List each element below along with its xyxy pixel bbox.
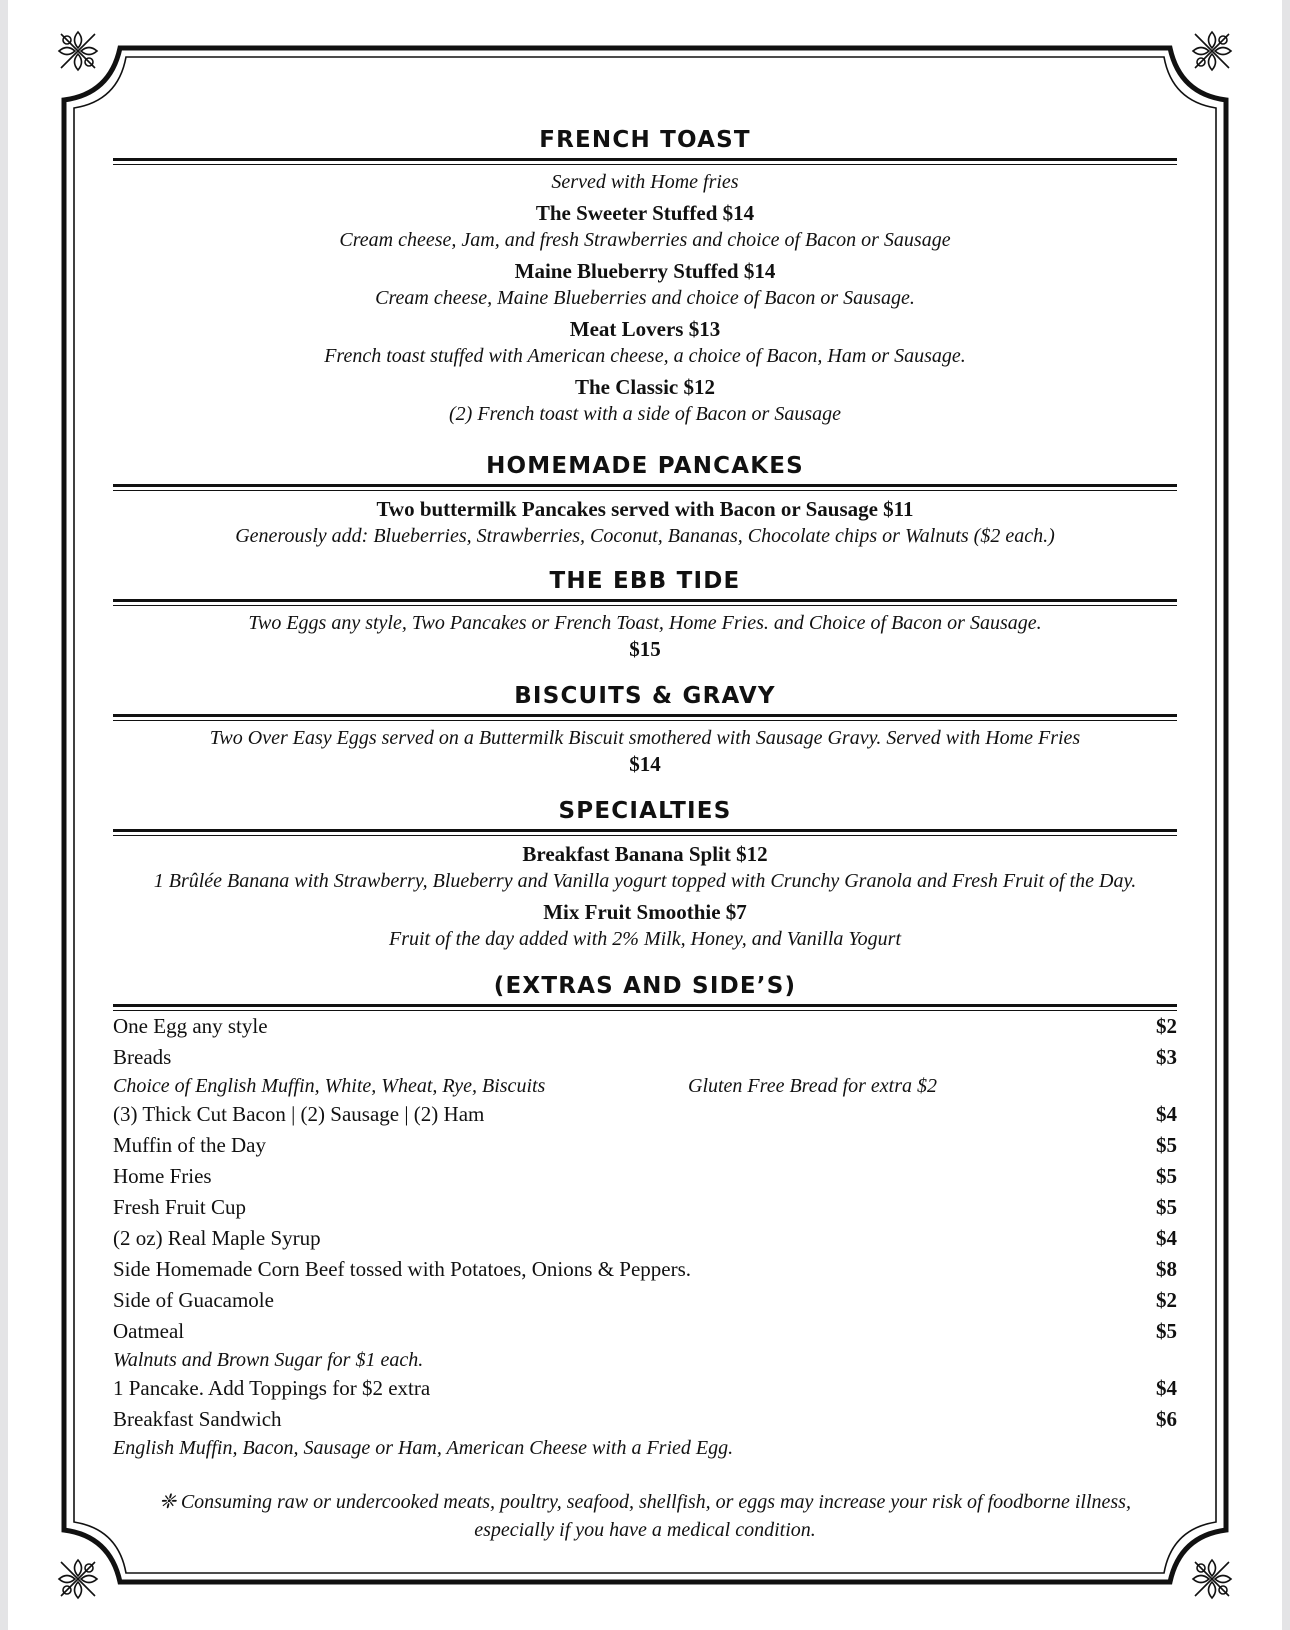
extras-label: Home Fries — [113, 1164, 212, 1188]
extras-row — [113, 1192, 1177, 1223]
extras-label: One Egg any style — [113, 1014, 268, 1038]
ornament-icon-bottom-left — [55, 1556, 101, 1602]
section-pancakes — [113, 453, 1177, 549]
extras-price: $4 — [1156, 1102, 1177, 1126]
extras-label: Fresh Fruit Cup — [113, 1195, 247, 1219]
section-title: (EXTRAS AND SIDE’S) — [493, 973, 797, 999]
menu-item-name: Breakfast Banana Split $12 — [522, 842, 768, 866]
extras-price: $5 — [1156, 1195, 1177, 1219]
breads-note-right: Gluten Free Bread for extra $2 — [688, 1075, 938, 1097]
extras-price: $4 — [1156, 1226, 1177, 1250]
section-specialties — [113, 798, 1177, 952]
allergy-footnote — [113, 1488, 1177, 1544]
section-rule — [113, 599, 1177, 606]
extras-price: $2 — [1156, 1288, 1177, 1312]
section-title: THE EBB TIDE — [549, 568, 741, 594]
extras-label: Side of Guacamole — [113, 1288, 274, 1312]
extras-row — [113, 1316, 1177, 1347]
extras-price: $5 — [1156, 1164, 1177, 1188]
section-rule — [113, 1004, 1177, 1011]
section-biscuits-gravy — [113, 683, 1177, 777]
section-ebb-tide — [113, 568, 1177, 662]
extras-row — [113, 1285, 1177, 1316]
extras-label: (2 oz) Real Maple Syrup — [113, 1226, 321, 1250]
menu-item-desc: Two Over Easy Eggs served on a Buttermilk Biscuit smothered with Sausage Gravy. Served with Home Fries — [209, 727, 1081, 749]
footnote-line: ❈ Consuming raw or undercooked meats, poultry, seafood, shellfish, or eggs may increase your risk of foodborne illness, — [159, 1491, 1131, 1513]
menu-item-name: The Sweeter Stuffed $14 — [535, 201, 755, 225]
menu-item-desc: Cream cheese, Maine Blueberries and choice of Bacon or Sausage. — [375, 287, 915, 309]
extras-label: Breads — [113, 1045, 172, 1069]
menu-item-name: Two buttermilk Pancakes served with Bacon or Sausage $11 — [376, 497, 914, 521]
ornament-icon-top-right — [1189, 28, 1235, 74]
section-extras — [113, 973, 1177, 1461]
extras-label: Oatmeal — [113, 1319, 185, 1343]
extras-price: $3 — [1156, 1045, 1177, 1069]
menu-item-name: Meat Lovers $13 — [569, 317, 721, 341]
menu-item-price: $14 — [629, 752, 661, 776]
extras-price: $2 — [1156, 1014, 1177, 1038]
extras-row — [113, 1223, 1177, 1254]
section-rule — [113, 714, 1177, 721]
menu-item-name: The Classic $12 — [574, 375, 715, 399]
oatmeal-note: Walnuts and Brown Sugar for $1 each. — [113, 1349, 424, 1371]
extras-label: Breakfast Sandwich — [113, 1407, 282, 1431]
menu-item-desc: French toast stuffed with American cheese, a choice of Bacon, Ham or Sausage. — [324, 345, 966, 367]
section-subtitle: Served with Home fries — [551, 171, 739, 193]
menu-item-desc: Two Eggs any style, Two Pancakes or French Toast, Home Fries. and Choice of Bacon or Sausage. — [248, 612, 1042, 634]
extras-row — [113, 1161, 1177, 1192]
menu-item-desc: Cream cheese, Jam, and fresh Strawberries and choice of Bacon or Sausage — [339, 229, 951, 251]
menu-item-name: Mix Fruit Smoothie $7 — [543, 900, 747, 924]
extras-label: Side Homemade Corn Beef tossed with Potatoes, Onions & Peppers. — [113, 1257, 692, 1281]
breads-note — [113, 1073, 1177, 1099]
extras-row — [113, 1130, 1177, 1161]
section-title: BISCUITS & GRAVY — [514, 683, 776, 709]
extras-price: $5 — [1156, 1319, 1177, 1343]
section-rule — [113, 158, 1177, 165]
footnote-line: especially if you have a medical condition. — [474, 1519, 816, 1541]
breads-note-left: Choice of English Muffin, White, Wheat, Rye, Biscuits — [113, 1075, 546, 1097]
section-rule — [113, 484, 1177, 491]
section-title: SPECIALTIES — [558, 798, 732, 824]
extras-label: Muffin of the Day — [113, 1133, 266, 1157]
menu-item-desc: Generously add: Blueberries, Strawberries, Coconut, Bananas, Chocolate chips or Walnuts ($2 each.) — [235, 525, 1055, 547]
section-title: FRENCH TOAST — [539, 127, 751, 153]
sandwich-note: English Muffin, Bacon, Sausage or Ham, American Cheese with a Fried Egg. — [113, 1437, 734, 1459]
menu-item-desc: 1 Brûlée Banana with Strawberry, Blueberry and Vanilla yogurt topped with Crunchy Granola and Fresh Fruit of the Day. — [153, 870, 1137, 892]
extras-label: (3) Thick Cut Bacon | (2) Sausage | (2) Ham — [113, 1102, 485, 1126]
extras-row — [113, 1404, 1177, 1435]
extras-price: $5 — [1156, 1133, 1177, 1157]
extras-row — [113, 1011, 1177, 1042]
ornament-icon-bottom-right — [1189, 1556, 1235, 1602]
extras-row — [113, 1373, 1177, 1404]
menu-item-name: Maine Blueberry Stuffed $14 — [514, 259, 776, 283]
menu-item-desc: (2) French toast with a side of Bacon or Sausage — [449, 403, 841, 425]
section-rule — [113, 829, 1177, 836]
extras-label: 1 Pancake. Add Toppings for $2 extra — [113, 1376, 431, 1400]
extras-row — [113, 1099, 1177, 1130]
extras-price: $6 — [1156, 1407, 1177, 1431]
section-french-toast — [113, 127, 1177, 427]
extras-row — [113, 1042, 1177, 1073]
ornament-icon-top-left — [55, 28, 101, 74]
menu-item-price: $15 — [629, 637, 661, 661]
extras-price: $4 — [1156, 1376, 1177, 1400]
menu-item-desc: Fruit of the day added with 2% Milk, Honey, and Vanilla Yogurt — [388, 928, 901, 950]
section-title: HOMEMADE PANCAKES — [486, 453, 804, 479]
extras-price: $8 — [1156, 1257, 1177, 1281]
extras-row — [113, 1254, 1177, 1285]
